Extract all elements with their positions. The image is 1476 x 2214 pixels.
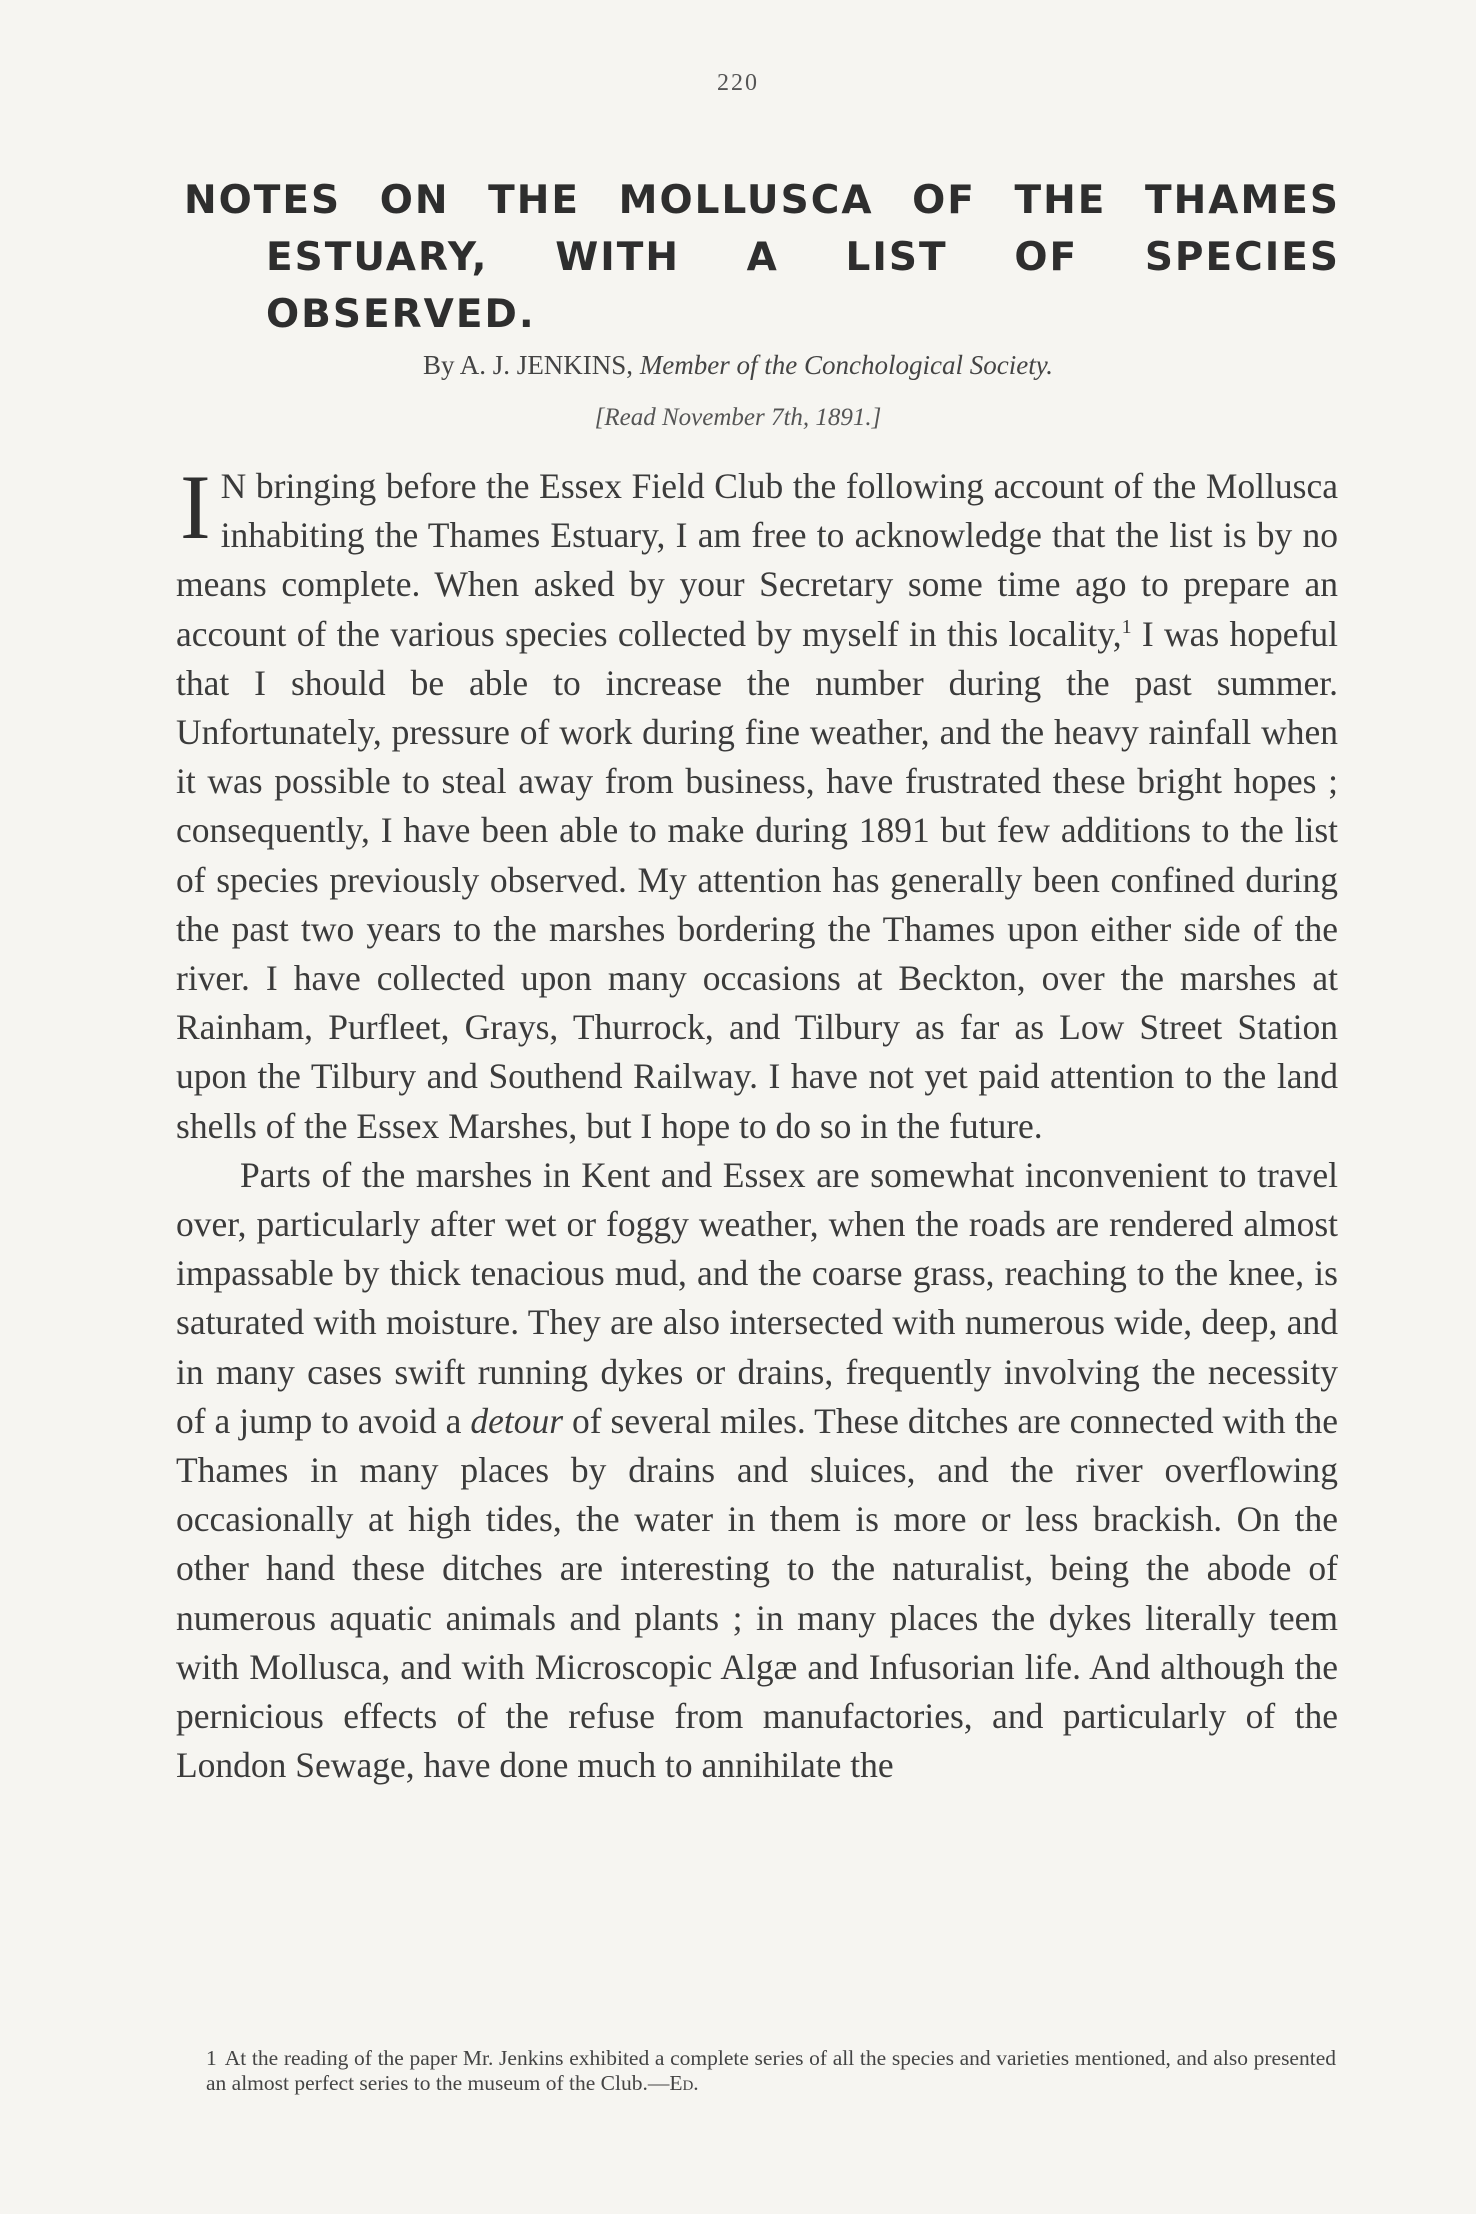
footnote-editor: Ed. — [669, 2071, 699, 2095]
article-title — [184, 172, 1340, 343]
article-body — [176, 456, 1338, 1790]
paragraph-2 — [176, 1151, 1338, 1791]
title-line-1: NOTES ON THE MOLLUSCA OF THE THAMES — [184, 178, 1340, 223]
paragraph-2-text-b: of several miles. These ditches are connected with the Thames in many places by drains and sluices, and the river overflowing occasionally at high tides, the water in them is more or less brackish. On the other hand these ditches are interesting to the naturalist, being the abode of numerous aquatic animals and plants ; in many places the dykes literally teem with Mollusca, and with Microscopic Algæ and Infusorian life. And although the pernicious effects of the refuse from manufactories, and particularly of the London Sewage, have done much to annihilate the — [176, 1400, 1338, 1786]
footnote-number: 1 — [206, 2046, 217, 2070]
footnote-text: At the reading of the paper Mr. Jenkins exhibited a complete series of all the species and varieties mentioned, and also presented an almost perfect series to the museum of the Club.— — [206, 2046, 1336, 2095]
author-name: By A. J. JENKINS, — [423, 350, 634, 380]
byline — [0, 350, 1476, 381]
paragraph-1 — [176, 456, 1338, 1151]
read-date: [Read November 7th, 1891.] — [594, 404, 882, 431]
title-line-2: ESTUARY, WITH A LIST OF SPECIES — [266, 235, 1340, 280]
paragraph-1-text-b: I was hopeful that I should be able to increase the number during the past summer. Unfortunately, pressure of work during fine weather, and the heavy rainfall when it was possible to steal away from business, have frustrated these bright hopes ; consequently, I have been able to make during 1891 but few additions to the list of species previously observed. My attention has generally been confined during the past two years to the marshes bordering the Thames upon either side of the river. I have collected upon many occasions at Beckton, over the marshes at Rainham, Purfleet, Grays, Thurrock, and Tilbury as far as Low Street Station upon the Tilbury and Southend Railway. I have not yet paid attention to the land shells of the Essex Marshes, but I hope to do so in the future. — [176, 613, 1338, 1146]
drop-cap: I — [180, 456, 211, 558]
paragraph-2-text-a: Parts of the marshes in Kent and Essex are somewhat inconvenient to travel over, particularly after wet or foggy weather, when the roads are rendered almost impassable by thick tenacious mud, and the coarse grass, reaching to the knee, is saturated with moisture. They are also intersected with numerous wide, deep, and in many cases swift running dykes or drains, frequently involving the necessity of a jump to avoid a — [176, 1154, 1338, 1441]
footnote-ref: 1 — [1121, 615, 1132, 638]
footnote — [206, 2046, 1336, 2096]
paragraph-1-text-a: N bringing before the Essex Field Club the following account of the Mollusca inhabiting the Thames Estuary, I am free to acknowledge that the list is by no means complete. When asked by your Secretary some time ago to prepare an account of the various species collected by myself in this locality, — [176, 466, 1338, 654]
author-society: Member of the Conchological Society. — [639, 350, 1053, 380]
paragraph-2-italic: detour — [470, 1400, 564, 1441]
page-number: 220 — [717, 70, 759, 96]
title-line-3: OBSERVED. — [266, 292, 536, 337]
